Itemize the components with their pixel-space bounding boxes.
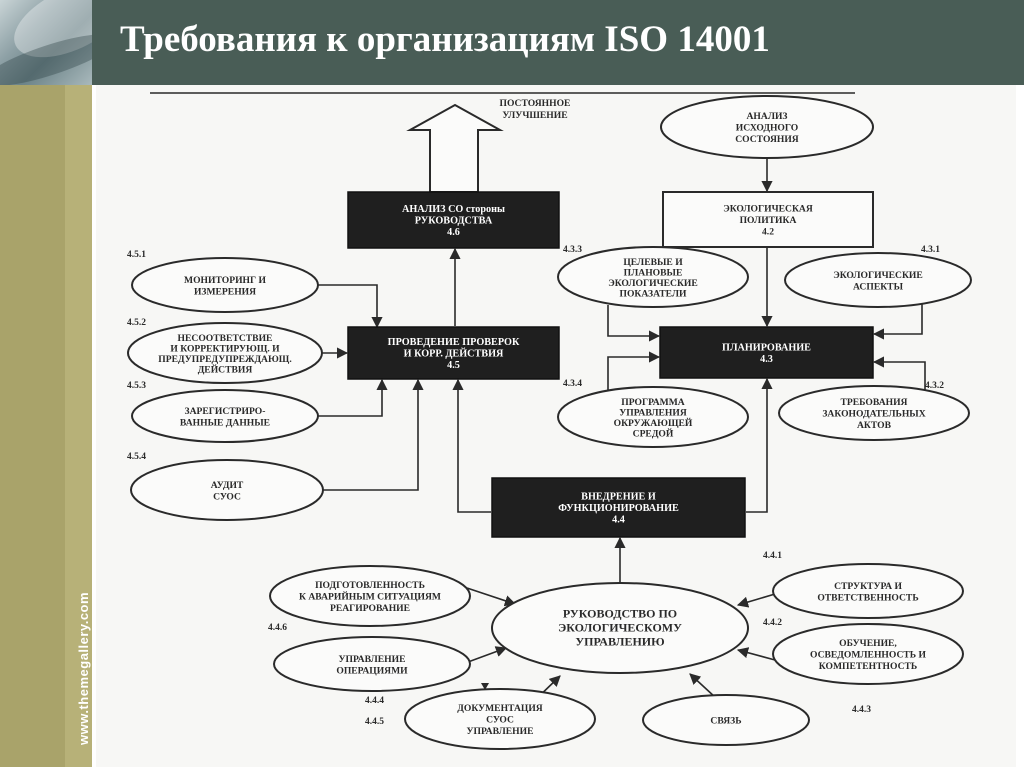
guide-ellipse-line: ЭКОЛОГИЧЕСКОМУ [558, 620, 682, 635]
legal-ellipse-line: АКТОВ [856, 420, 892, 431]
documentation-ellipse-line: СУОС [486, 714, 514, 726]
program-ellipse-line: СРЕДОЙ [632, 428, 674, 440]
code-4-3-1: 4.3.1 [921, 245, 940, 255]
planning-box [660, 327, 873, 378]
code-4-3-2: 4.3.2 [925, 381, 944, 391]
code-4-5-1: 4.5.1 [127, 250, 146, 260]
documentation-ellipse-line: УПРАВЛЕНИЕ [466, 726, 534, 737]
communication-ellipse [643, 695, 809, 745]
legal-ellipse-line: ЗАКОНОДАТЕЛЬНЫХ [822, 408, 926, 420]
checking-box-line: ПРОВЕДЕНИЕ ПРОВЕРОК [387, 337, 520, 348]
operations-ellipse-line: УПРАВЛЕНИЕ [338, 653, 406, 665]
audit-ellipse-line: АУДИТ [210, 479, 244, 491]
code-4-4-6: 4.4.6 [268, 623, 287, 633]
code-4-4-1: 4.4.1 [763, 551, 782, 561]
objectives-ellipse [558, 247, 748, 307]
implementation-box-line: 4.4 [612, 514, 625, 526]
aspects-ellipse-line: ЭКОЛОГИЧЕСКИЕ [833, 269, 923, 281]
structure-ellipse-line: ОТВЕТСТВЕННОСТЬ [817, 592, 919, 604]
checking-box [348, 327, 559, 379]
improvement-arrow [410, 105, 500, 192]
audit-ellipse [131, 460, 323, 520]
operations-ellipse-line: ОПЕРАЦИЯМИ [336, 665, 408, 677]
program-ellipse-line: ПРОГРАММА [621, 396, 685, 408]
monitoring-ellipse-line: МОНИТОРИНГ И [184, 274, 266, 286]
program-ellipse-line: УПРАВЛЕНИЯ [619, 407, 687, 419]
eco-policy-box-line: ПОЛИТИКА [739, 215, 797, 226]
objectives-ellipse-line: ЭКОЛОГИЧЕСКИЕ [608, 277, 698, 289]
legal-ellipse-line: ТРЕБОВАНИЯ [840, 397, 908, 408]
management-review-box-line: РУКОВОДСТВА [414, 215, 493, 227]
code-4-4-3: 4.4.3 [852, 705, 871, 715]
guide-ellipse-line: УПРАВЛЕНИЮ [575, 634, 665, 649]
nonconformity-ellipse-line: ПРЕДУПРЕДУПРЕЖДАЮЩ. [158, 353, 292, 365]
program-ellipse [558, 387, 748, 447]
initial-review-ellipse-line: СОСТОЯНИЯ [735, 134, 799, 145]
training-ellipse [773, 624, 963, 684]
records-ellipse [132, 390, 318, 442]
slide-title: Требования к организациям ISO 14001 [120, 19, 770, 60]
operations-ellipse [274, 637, 470, 691]
legal-ellipse [779, 386, 969, 440]
objectives-ellipse-line: ПОКАЗАТЕЛИ [619, 288, 687, 300]
nonconformity-ellipse-line: ДЕЙСТВИЯ [197, 364, 253, 376]
records-ellipse-line: ЗАРЕГИСТРИРО- [184, 405, 266, 417]
code-4-4-2: 4.4.2 [763, 618, 782, 628]
emergency-ellipse-line: РЕАГИРОВАНИЕ [329, 603, 411, 614]
management-review-box-line: АНАЛИЗ СО стороны [402, 204, 505, 215]
checking-box-line: 4.5 [447, 360, 460, 371]
structure-ellipse [773, 564, 963, 618]
code-4-3-4: 4.3.4 [563, 379, 582, 389]
nonconformity-ellipse-line: И КОРРЕКТИРУЮЩ. И [170, 343, 280, 355]
initial-review-ellipse-line: ИСХОДНОГО [735, 122, 799, 134]
program-ellipse-line: ОКРУЖАЮЩЕЙ [613, 417, 693, 429]
records-ellipse-line: ВАННЫЕ ДАННЫЕ [179, 417, 271, 429]
guide-ellipse-line: РУКОВОДСТВО ПО [562, 606, 678, 621]
guide-ellipse [492, 583, 748, 673]
code-4-5-3: 4.5.3 [127, 381, 146, 391]
emergency-ellipse-line: К АВАРИЙНЫМ СИТУАЦИЯМ [299, 591, 441, 603]
monitoring-ellipse [132, 258, 318, 312]
code-4-4-4: 4.4.4 [365, 696, 384, 706]
eco-policy-box [663, 192, 873, 247]
audit-ellipse-line: СУОС [213, 491, 241, 503]
aspects-ellipse [785, 253, 971, 307]
emergency-ellipse [270, 566, 470, 626]
documentation-ellipse-line: ДОКУМЕНТАЦИЯ [457, 703, 543, 714]
training-ellipse-line: ОБУЧЕНИЕ, [839, 638, 897, 649]
improvement-label-line: ПОСТОЯННОЕ [499, 98, 571, 109]
code-4-5-4: 4.5.4 [127, 452, 146, 462]
initial-review-ellipse-line: АНАЛИЗ [746, 111, 788, 122]
code-4-4-5: 4.4.5 [365, 717, 384, 727]
eco-policy-box-line: 4.2 [762, 226, 774, 238]
structure-ellipse-line: СТРУКТУРА И [834, 580, 902, 592]
implementation-box-line: ФУНКЦИОНИРОВАНИЕ [558, 503, 679, 514]
nonconformity-ellipse-line: НЕСООТВЕТСТВИЕ [177, 332, 273, 344]
documentation-ellipse [405, 689, 595, 749]
website-link[interactable]: www.themegallery.com [76, 591, 91, 745]
implementation-box-line: ВНЕДРЕНИЕ И [581, 491, 656, 503]
aspects-ellipse-line: АСПЕКТЫ [852, 281, 904, 293]
checking-box-line: И КОРР. ДЕЙСТВИЯ [403, 348, 504, 360]
planning-box-line: ПЛАНИРОВАНИЕ [722, 342, 811, 354]
monitoring-ellipse-line: ИЗМЕРЕНИЯ [193, 286, 257, 298]
emergency-ellipse-line: ПОДГОТОВЛЕННОСТЬ [315, 580, 425, 591]
nonconformity-ellipse [128, 323, 322, 383]
training-ellipse-line: КОМПЕТЕНТНОСТЬ [818, 661, 918, 672]
management-review-box-line: 4.6 [447, 227, 460, 238]
eco-policy-box-line: ЭКОЛОГИЧЕСКАЯ [723, 203, 813, 215]
training-ellipse-line: ОСВЕДОМЛЕННОСТЬ И [809, 649, 927, 661]
communication-ellipse-line: СВЯЗЬ [710, 715, 742, 727]
code-4-3-3: 4.3.3 [563, 245, 582, 255]
initial-review-ellipse [661, 96, 873, 158]
objectives-ellipse-line: ЦЕЛЕВЫЕ И [623, 256, 683, 268]
management-review-box [348, 192, 559, 248]
improvement-label-line: УЛУЧШЕНИЕ [502, 110, 568, 121]
objectives-ellipse-line: ПЛАНОВЫЕ [623, 267, 683, 279]
code-4-5-2: 4.5.2 [127, 318, 146, 328]
planning-box-line: 4.3 [760, 353, 773, 365]
implementation-box [492, 478, 745, 537]
